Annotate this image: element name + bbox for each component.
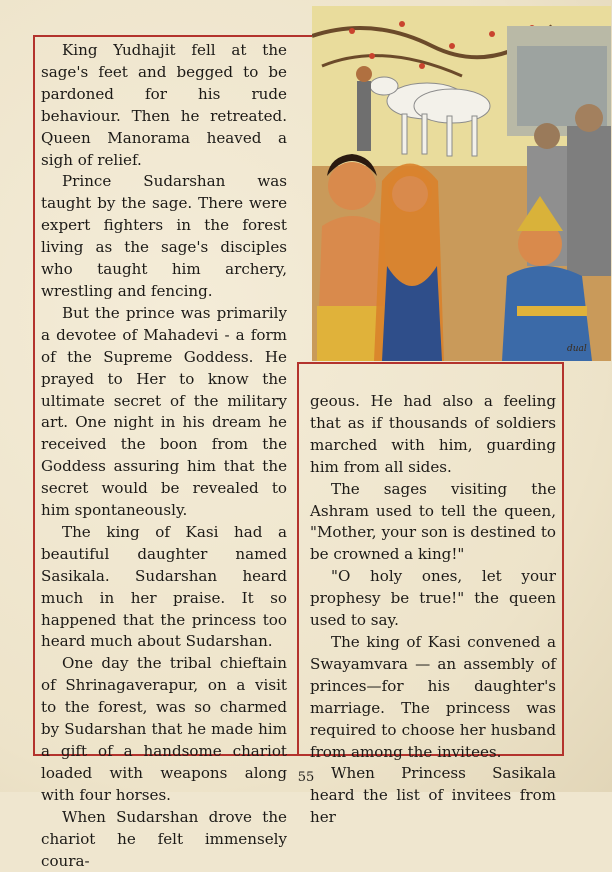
paragraph: The king of Kasi convened a Swayamvara — an assembly of princes—for his daughter's marriage. The princess was required to choose her husband from among the invitees. — [310, 632, 556, 761]
border-right — [562, 362, 564, 756]
paragraph: Prince Sudarshan was taught by the sage. There were expert fighters in the forest living as the sage's disciples who taught him archery, wrestling and fencing. — [41, 172, 287, 300]
left-text-column — [41, 40, 287, 872]
svg-text:dual: dual — [567, 344, 587, 354]
border-left — [33, 35, 35, 755]
page-number: 55 — [297, 770, 315, 785]
paragraph: King Yudhajit fell at the sage's feet and begged to be pardoned for his rude behaviour. Then he retreated. Queen Manorama heaved a sigh of relief. — [41, 41, 287, 169]
paragraph: geous. He had also a feeling that as if thousands of soldiers marched with him, guarding him from all sides. — [310, 392, 556, 476]
paragraph: When Sudarshan drove the chariot he felt immensely coura- — [41, 807, 287, 870]
right-text-column — [310, 391, 556, 829]
story-illustration — [312, 6, 611, 361]
paragraph: "O holy ones, let your prophesy be true!" the queen used to say. — [310, 567, 556, 630]
illustration-art — [312, 6, 611, 361]
border-mid-vertical — [297, 362, 299, 754]
border-top — [33, 35, 312, 37]
paragraph: The king of Kasi had a beautiful daughter named Sasikala. Sudarshan heard much in her praise. It so happened that the princess too heard much about Sudarshan. — [41, 522, 287, 651]
paragraph: One day the tribal chieftain of Shrinagaverapur, on a visit to the forest, was so charmed by Sudarshan that he made him a gift of a handsome chariot loaded with weapons along with four horses. — [41, 654, 287, 804]
paragraph: The sages visiting the Ashram used to tell the queen, "Mother, your son is destined to be crowned a king!" — [310, 479, 556, 564]
paragraph: But the prince was primarily a devotee of Mahadevi - a form of the Supreme Goddess. He prayed to Her to know the ultimate secret of the military art. One night in his dream he received the boon from the Goddess assuring him that the secret would be revealed to him spontaneously. — [41, 303, 287, 520]
border-mid-horizontal — [297, 362, 564, 364]
paragraph: When Princess Sasikala heard the list of invitees from her — [310, 764, 556, 827]
